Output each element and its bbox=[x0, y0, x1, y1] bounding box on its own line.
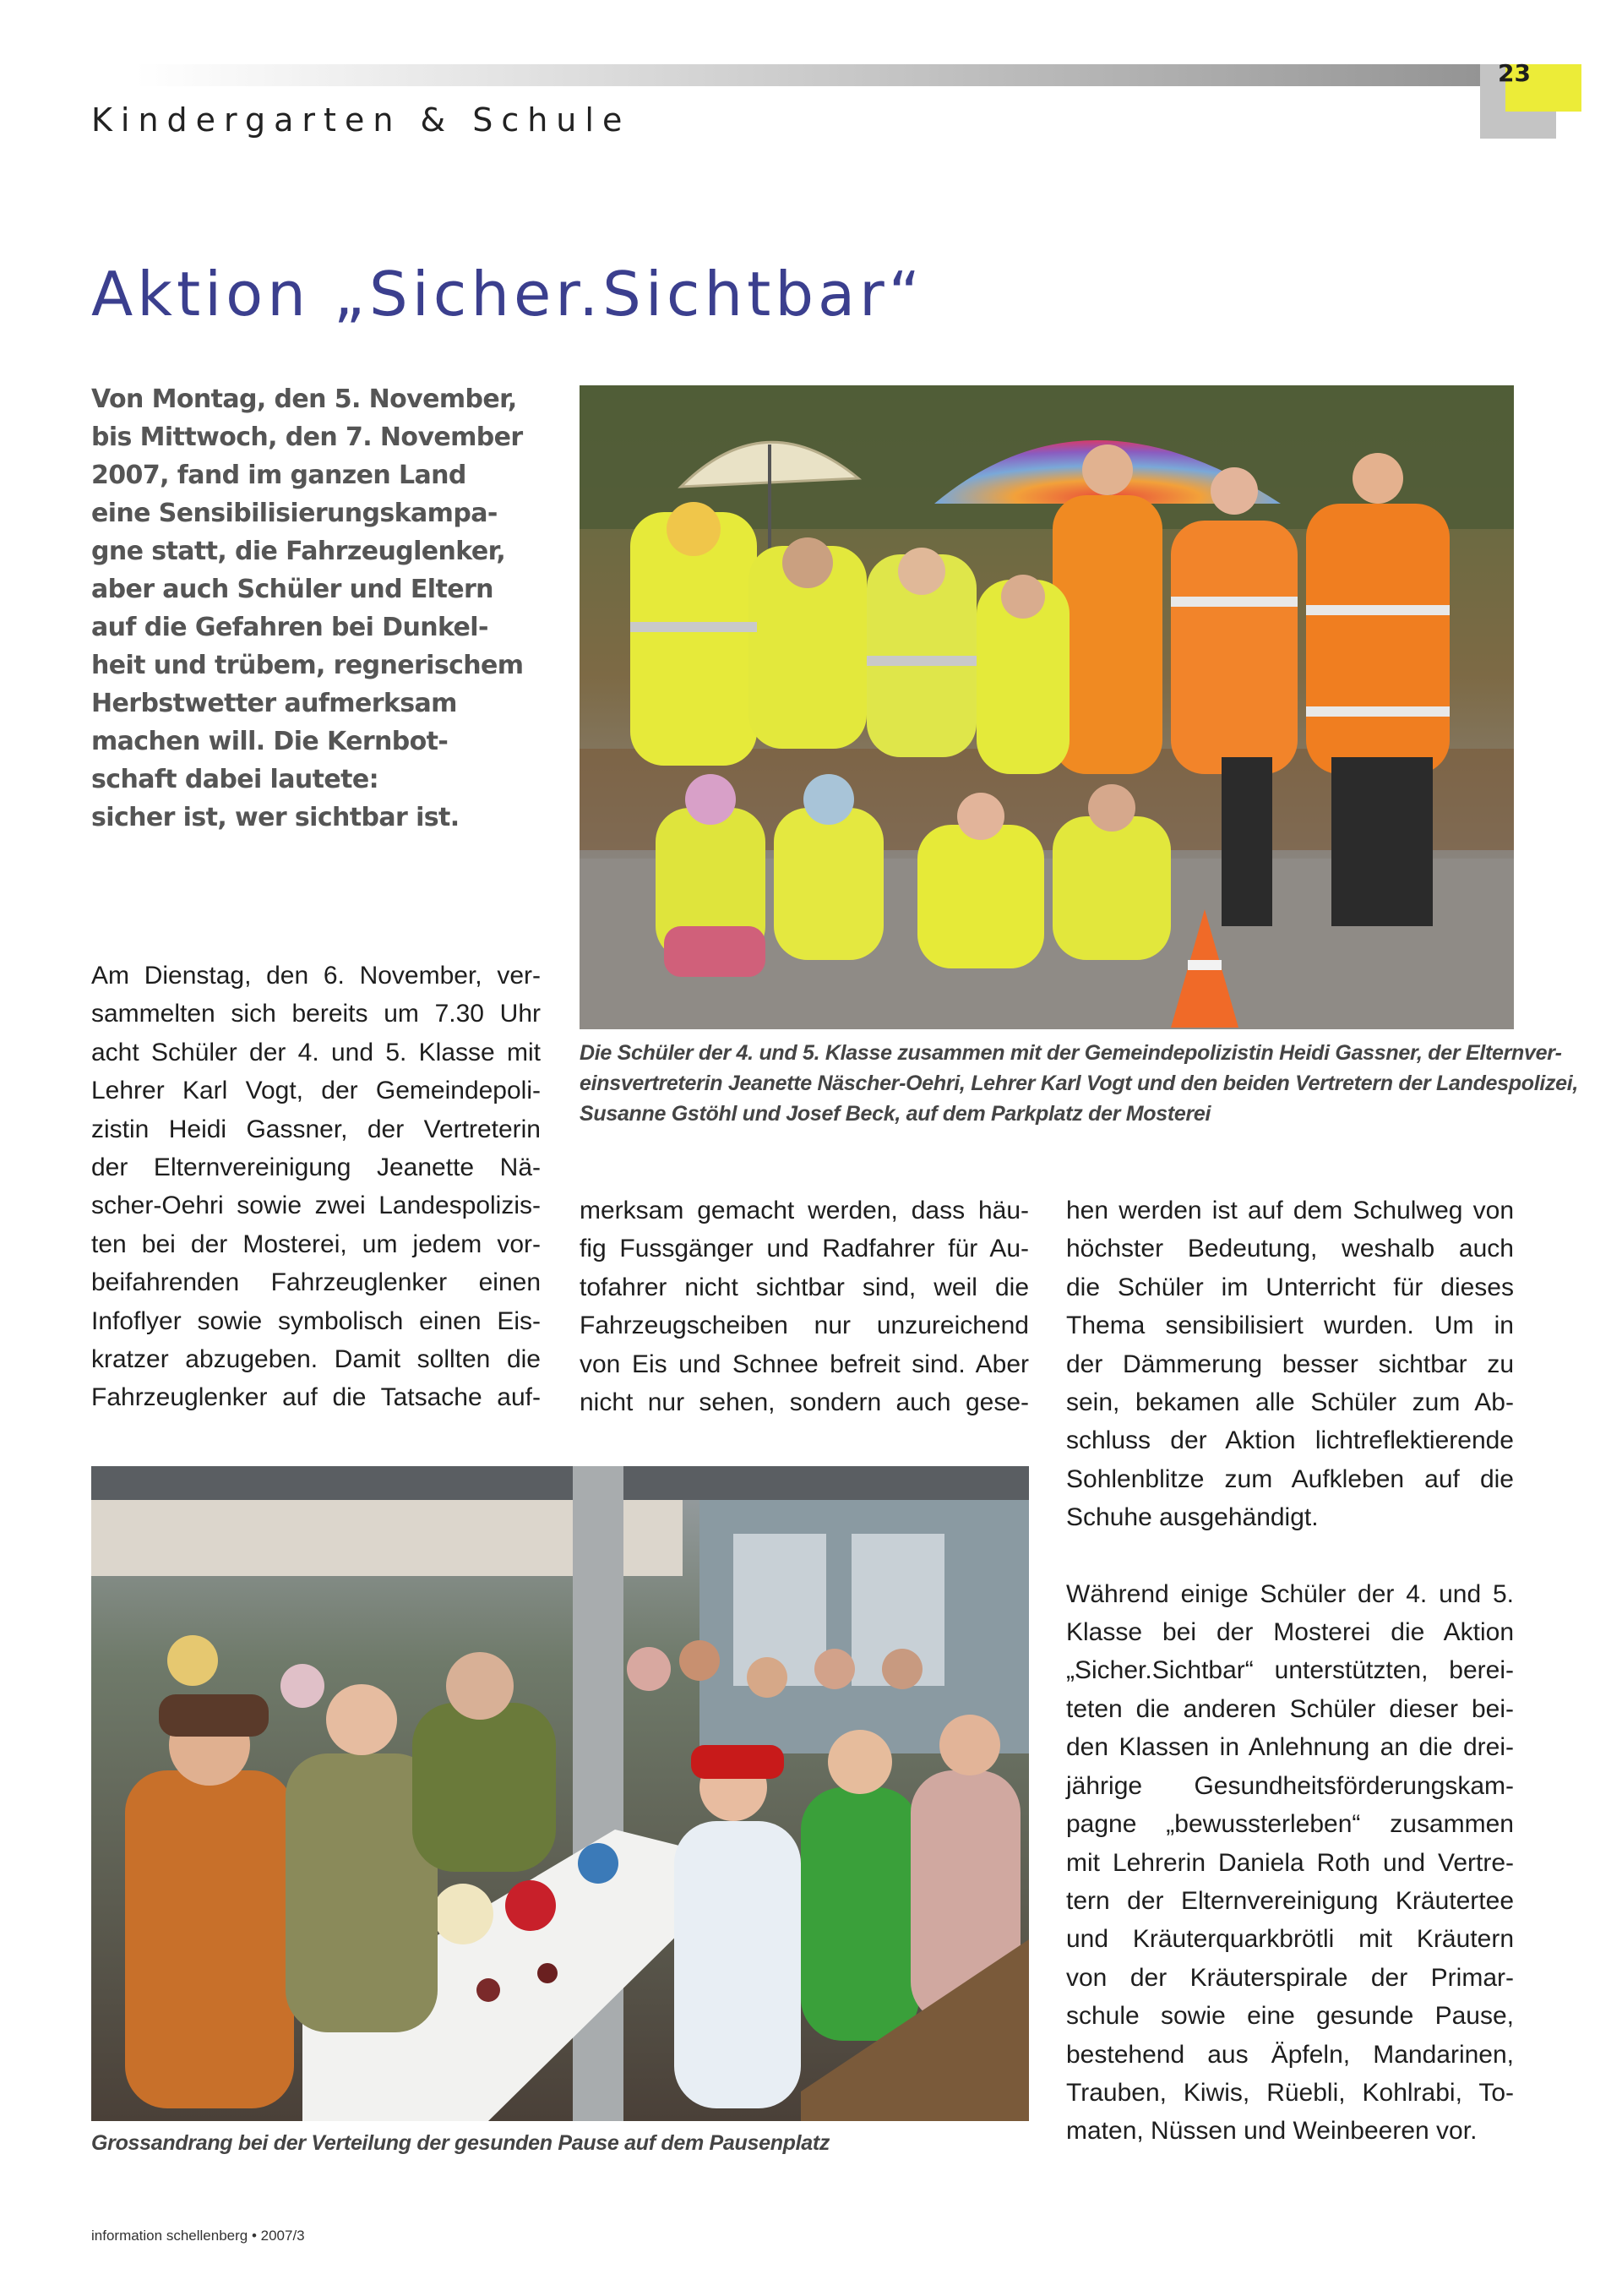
lead-line: Herbstwetter aufmerksam bbox=[91, 689, 457, 718]
lead-line: Von Montag, den 5. November, bbox=[91, 384, 517, 414]
body-line: Thema sensibilisiert wurden. Um in bbox=[1066, 1312, 1514, 1340]
body-column-2 bbox=[580, 1192, 1029, 1421]
body-line: schluss der Aktion lichtreflektierende bbox=[1066, 1426, 1514, 1455]
body-line: Sohlenblitze zum Aufkleben auf die bbox=[1066, 1464, 1514, 1493]
body-line: tofahrer nicht sichtbar sind, weil die bbox=[580, 1273, 1029, 1301]
body-line: Klasse bei der Mosterei die Aktion bbox=[1066, 1618, 1514, 1647]
body-line: merksam gemacht werden, dass häu- bbox=[580, 1197, 1029, 1224]
body-line: höchster Bedeutung, weshalb auch bbox=[1066, 1235, 1514, 1263]
lead-paragraph bbox=[91, 380, 564, 837]
body-line: fig Fussgänger und Radfahrer für Au- bbox=[580, 1235, 1029, 1263]
body-line: hen werden ist auf dem Schulweg von bbox=[1066, 1197, 1514, 1224]
lead-line: aber auch Schüler und Eltern bbox=[91, 575, 493, 604]
body-column-1 bbox=[91, 957, 541, 1417]
photo-2-caption: Grossandrang bei der Verteilung der gesunden Pause auf dem Pausenplatz bbox=[91, 2131, 830, 2155]
body-line: ten bei der Mosterei, um jedem vor- bbox=[91, 1230, 541, 1258]
lead-line: eine Sensibilisierungskampa- bbox=[91, 499, 498, 528]
body-line: maten, Nüssen und Weinbeeren vor. bbox=[1066, 2117, 1478, 2146]
body-line: pagne „bewussterleben“ zusammen bbox=[1066, 1810, 1514, 1839]
body-line: Fahrzeuglenker auf die Tatsache auf- bbox=[91, 1383, 541, 1412]
caption-line: einsvertreterin Jeanette Näscher-Oehri, Lehrer Karl Vogt und den beiden Vertretern der Landespolizei, bbox=[580, 1072, 1579, 1095]
body-line: Am Dienstag, den 6. November, ver- bbox=[91, 962, 541, 990]
page-number: 23 bbox=[1498, 59, 1531, 87]
photo-healthy-break-image bbox=[91, 1466, 1029, 2121]
lead-line: heit und trübem, regnerischem bbox=[91, 651, 524, 680]
footer-publication: information schellenberg bbox=[91, 2228, 248, 2244]
body-line: nicht nur sehen, sondern auch gese- bbox=[580, 1388, 1029, 1417]
caption-line: Susanne Gstöhl und Josef Beck, auf dem Parkplatz der Mosterei bbox=[580, 1102, 1211, 1126]
body-line: Schuhe ausgehändigt. bbox=[1066, 1503, 1319, 1532]
paragraph-gap bbox=[1066, 1537, 1514, 1575]
section-title: Kindergarten & Schule bbox=[91, 101, 631, 139]
photo-1-caption bbox=[580, 1038, 1578, 1129]
body-line: der Dämmerung besser sichtbar zu bbox=[1066, 1350, 1514, 1378]
lead-line: 2007, fand im ganzen Land bbox=[91, 461, 466, 490]
body-line: Während einige Schüler der 4. und 5. bbox=[1066, 1579, 1514, 1608]
lead-line: schaft dabei lautete: bbox=[91, 765, 379, 794]
body-line: der Elternvereinigung Jeanette Nä- bbox=[91, 1153, 541, 1182]
body-line: zistin Heidi Gassner, der Vertreterin bbox=[91, 1115, 541, 1143]
footer bbox=[91, 2228, 305, 2244]
body-line: Infoflyer sowie symbolisch einen Eis- bbox=[91, 1306, 541, 1335]
body-line: jährige Gesundheitsförderungskam- bbox=[1066, 1771, 1514, 1800]
body-line: tern der Elternvereinigung Kräutertee bbox=[1066, 1886, 1514, 1915]
body-line: „Sicher.Sichtbar“ unterstützten, berei- bbox=[1066, 1656, 1514, 1685]
photo-group-safety-vests bbox=[580, 385, 1514, 1029]
footer-separator: • bbox=[251, 2228, 257, 2244]
header-gradient-bar bbox=[135, 64, 1580, 86]
body-line: bestehend aus Äpfeln, Mandarinen, bbox=[1066, 2040, 1514, 2069]
body-line: und Kräuterquarkbrötli mit Kräutern bbox=[1066, 1925, 1514, 1954]
body-line: mit Lehrerin Daniela Roth und Vertre- bbox=[1066, 1848, 1514, 1877]
lead-line: machen will. Die Kernbot- bbox=[91, 727, 449, 756]
body-line: von Eis und Schnee befreit sind. Aber bbox=[580, 1350, 1029, 1378]
body-column-3 bbox=[1066, 1192, 1514, 2151]
lead-line: bis Mittwoch, den 7. November bbox=[91, 423, 523, 452]
lead-line: gne statt, die Fahrzeuglenker, bbox=[91, 537, 506, 566]
body-line: kratzer abzugeben. Damit sollten die bbox=[91, 1345, 541, 1374]
body-line: acht Schüler der 4. und 5. Klasse mit bbox=[91, 1038, 541, 1066]
body-line: teten die anderen Schüler dieser bei- bbox=[1066, 1694, 1514, 1723]
body-line: den Klassen in Anlehnung an die drei- bbox=[1066, 1733, 1514, 1762]
body-line: Trauben, Kiwis, Rüebli, Kohlrabi, To- bbox=[1066, 2078, 1514, 2107]
lead-line: auf die Gefahren bei Dunkel- bbox=[91, 613, 488, 642]
photo-group-image bbox=[580, 385, 1514, 1029]
body-line: sein, bekamen alle Schüler zum Ab- bbox=[1066, 1388, 1514, 1417]
body-line: Fahrzeugscheiben nur unzureichend bbox=[580, 1312, 1029, 1340]
body-line: von der Kräuterspirale der Primar- bbox=[1066, 1963, 1514, 1992]
body-line: schule sowie eine gesunde Pause, bbox=[1066, 2002, 1514, 2031]
body-line: beifahrenden Fahrzeuglenker einen bbox=[91, 1268, 541, 1297]
article-headline: Aktion „Sicher.Sichtbar“ bbox=[91, 259, 925, 330]
footer-issue: 2007/3 bbox=[260, 2228, 305, 2244]
body-line: Lehrer Karl Vogt, der Gemeindepoli- bbox=[91, 1077, 541, 1105]
body-line: die Schüler im Unterricht für dieses bbox=[1066, 1273, 1514, 1301]
photo-healthy-break bbox=[91, 1466, 1029, 2121]
body-line: sammelten sich bereits um 7.30 Uhr bbox=[91, 1000, 541, 1028]
body-line: scher-Oehri sowie zwei Landespolizis- bbox=[91, 1192, 541, 1220]
lead-line: sicher ist, wer sichtbar ist. bbox=[91, 803, 460, 832]
caption-line: Die Schüler der 4. und 5. Klasse zusammen mit der Gemeindepolizistin Heidi Gassner, der Elternver- bbox=[580, 1041, 1562, 1065]
